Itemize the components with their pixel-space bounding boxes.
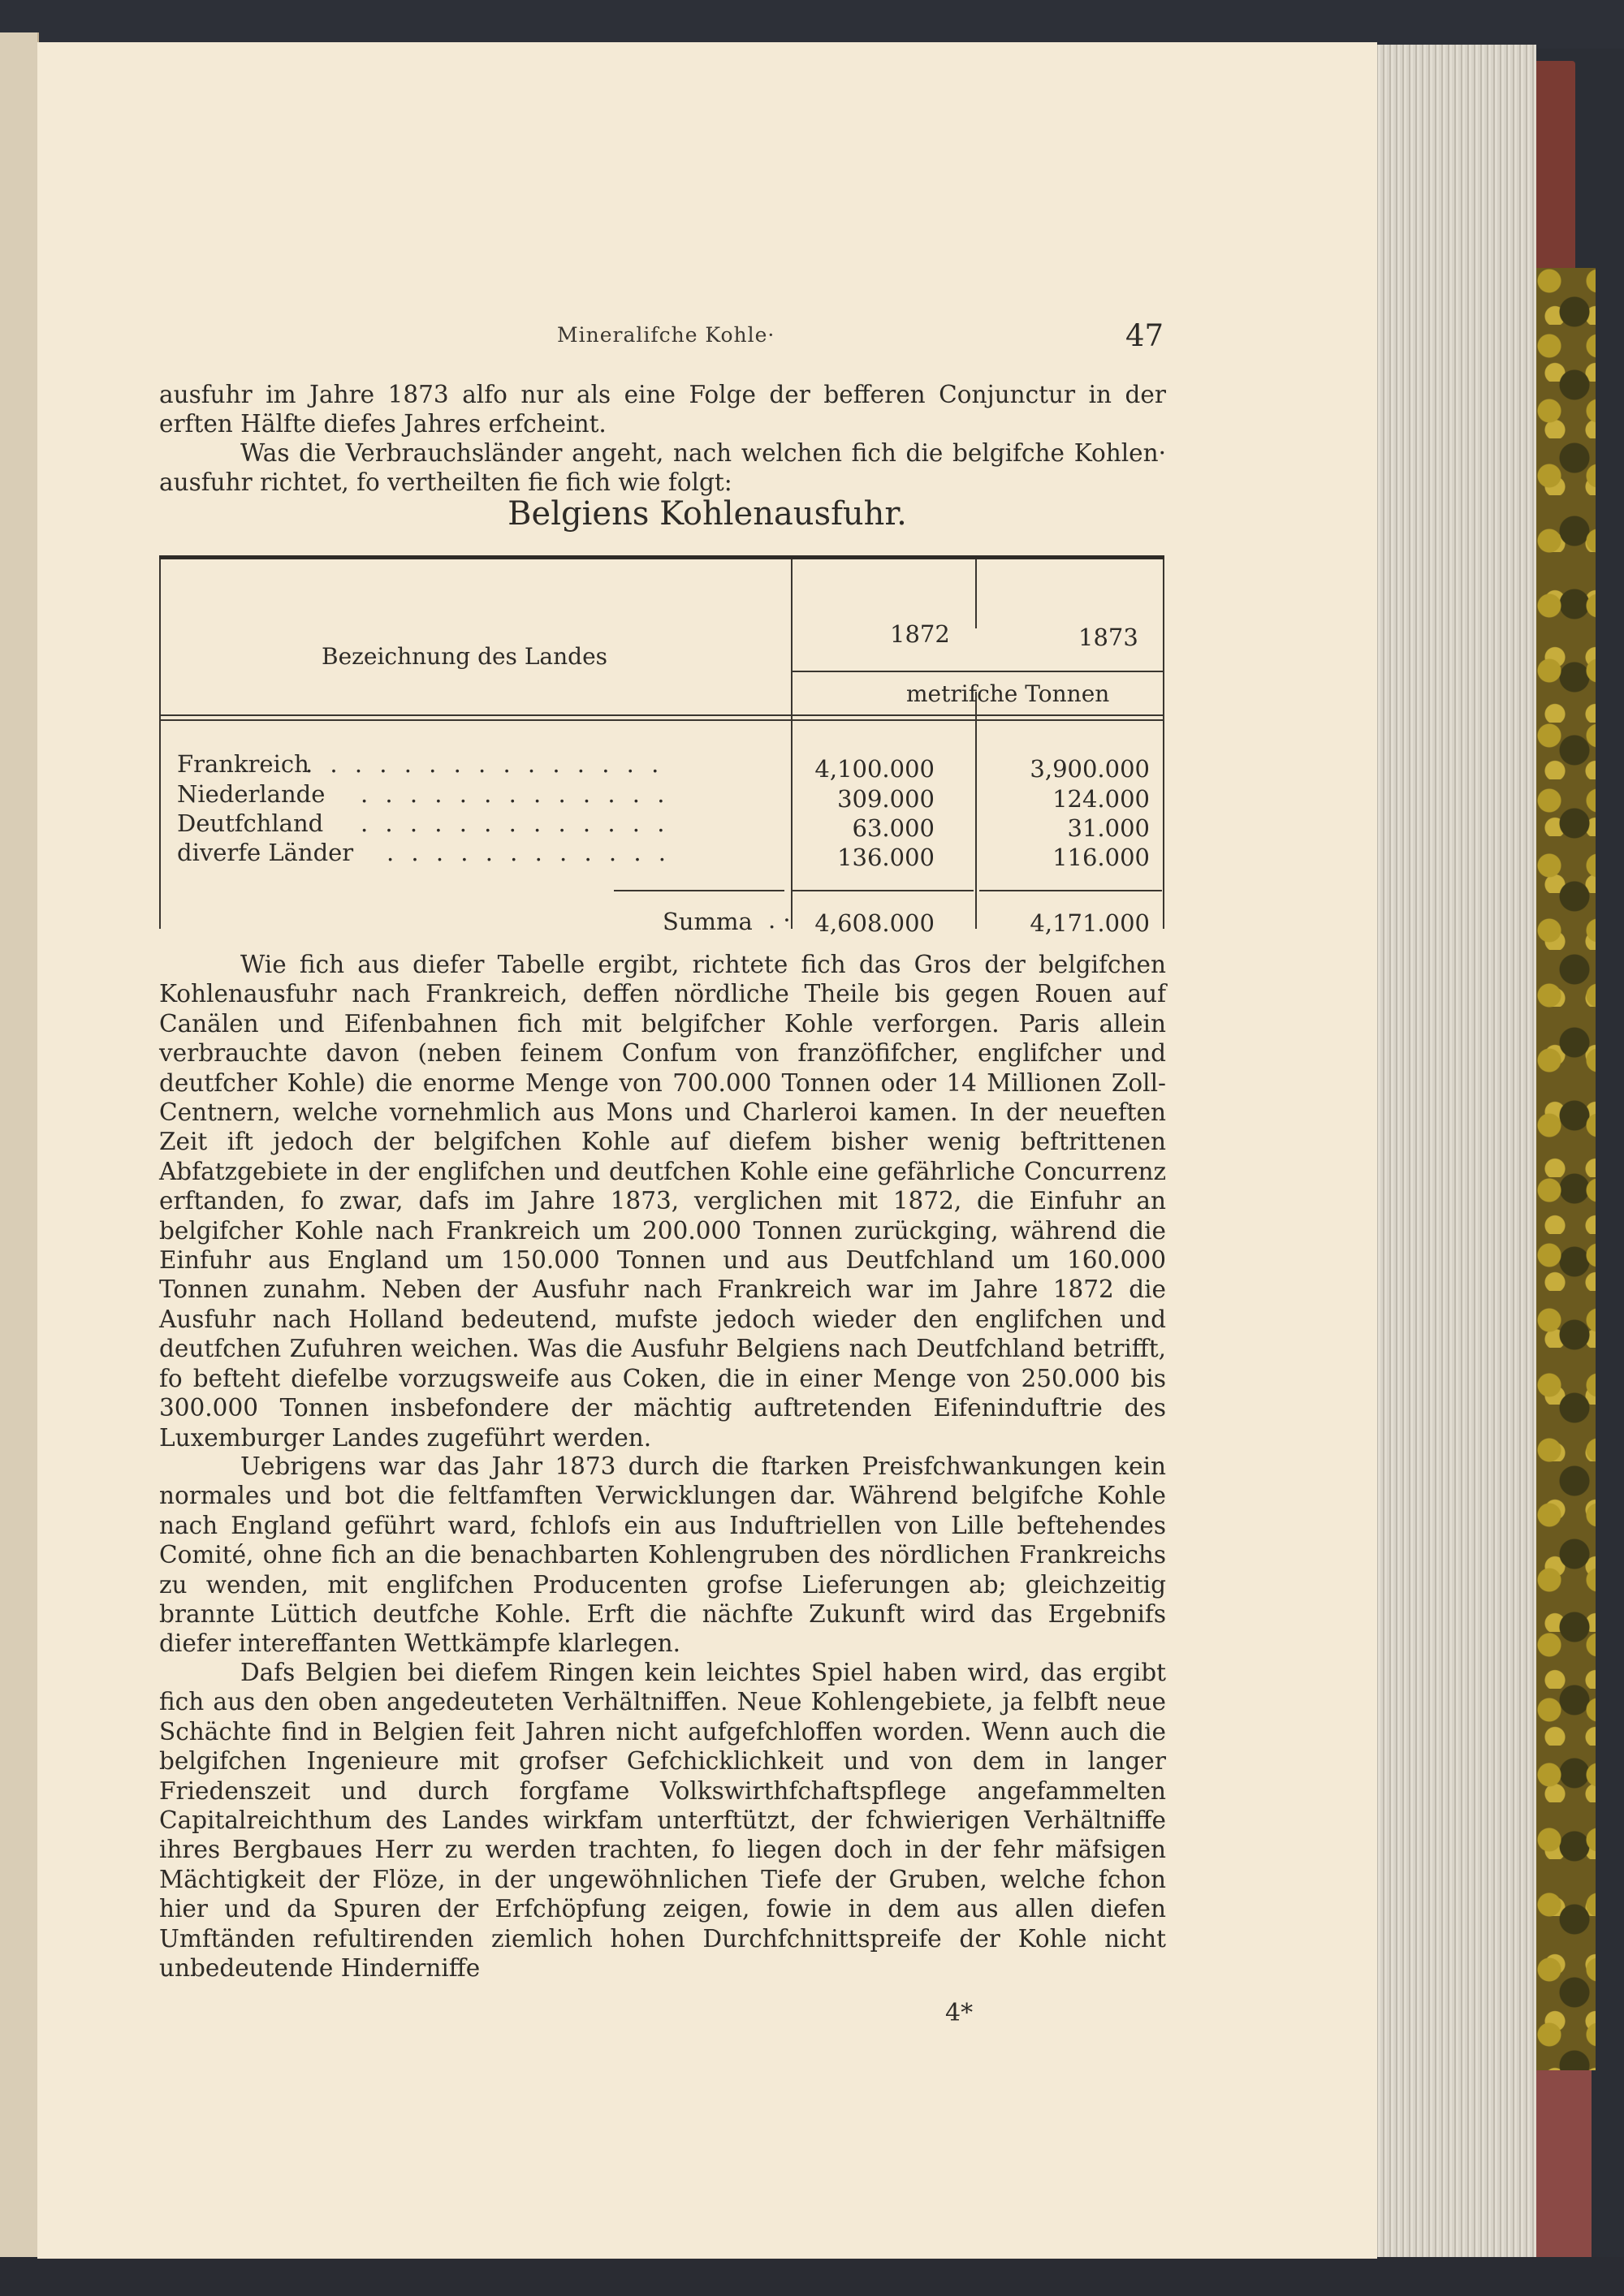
header-year-1872: 1872	[890, 620, 950, 648]
row-leader-dots: . . . . . . . . . . . . . . .	[305, 750, 664, 778]
book-page	[37, 42, 1377, 2259]
summa-label: Summa	[663, 908, 753, 935]
row-label: Niederlande	[177, 780, 326, 808]
row-label: Frankreich	[177, 750, 309, 778]
paragraph-4: Uebrigens war das Jahr 1873 durch die ftarken Preisfchwankungen kein normales und bot die feltfamften Verwicklungen dar. Während belgifche Kohle nach England geführt ward, fchlofs ein aus Induftriellen von Lille beftehendes Comité, ohne fich an die benachbarten Kohlengruben des nördlichen Frankreichs zu wenden, mit englifchen Producenten grofse Lieferungen ab; gleichzeitig brannte Lüttich deutfche Kohle. Erft die nächfte Zukunft wird das Ergebnifs diefer intereffanten Wettkämpfe klarlegen.	[159, 1452, 1166, 1658]
row-value-1872: 136.000	[837, 844, 935, 871]
row-value-1873: 116.000	[1052, 844, 1150, 871]
table-title: Belgiens Kohlenausfuhr.	[508, 495, 907, 533]
paragraph-1: ausfuhr im Jahre 1873 alfo nur als eine Folge der befferen Conjunctur in der erften Hälfte diefes Jahres erfcheint.	[159, 381, 1166, 438]
row-value-1872: 63.000	[852, 814, 935, 842]
table-divider-col1	[791, 559, 793, 929]
page-number: 47	[1125, 318, 1164, 353]
summa-1873: 4,171.000	[1030, 909, 1150, 937]
row-value-1872: 309.000	[837, 785, 935, 813]
page-header	[37, 318, 1377, 359]
summa-1872: 4,608.000	[814, 909, 935, 937]
header-double-rule-2	[159, 719, 1164, 721]
left-facing-page-edge	[0, 32, 39, 2265]
table-top-rule	[159, 555, 1164, 559]
table-left-border	[159, 559, 161, 929]
sum-rule-1873	[979, 890, 1162, 891]
row-value-1873: 31.000	[1067, 814, 1150, 842]
scanner-background-top	[0, 0, 1624, 49]
row-label: Deutfchland	[177, 809, 324, 837]
signature-mark: 4*	[945, 1999, 974, 2027]
page-stack-edge	[1372, 45, 1536, 2261]
paragraph-3: Wie fich aus diefer Tabelle ergibt, richtete fich das Gros der belgifchen Kohlenausfuhr nach Frankreich, deffen nördliche Theile bis gegen Rouen auf Canälen und Eifenbahnen fich mit belgifcher Kohle verforgen. Paris allein verbrauchte davon (neben feinem Confum von franzöfifcher, englifcher und deutfcher Kohle) die enorme Menge von 700.000 Tonnen oder 14 Millionen Zoll-Centnern, welche vornehmlich aus Mons und Charleroi kamen. In der neueften Zeit ift jedoch der belgifchen Kohle auf diefem bisher wenig beftrittenen Abfatzgebiete in der englifchen und deutfchen Kohle eine gefährliche Concurrenz erftanden, fo zwar, dafs im Jahre 1873, verglichen mit 1872, die Einfuhr an belgifcher Kohle nach Frankreich um 200.000 Tonnen zurückging, während die Einfuhr aus England um 150.000 Tonnen und aus Deutfchland um 160.000 Tonnen zunahm. Neben der Ausfuhr nach Frankreich war im Jahre 1872 die Ausfuhr nach Holland bedeutend, mufste jedoch wieder den englifchen und deutfchen Zufuhren weichen. Was die Ausfuhr Belgiens nach Deutfchland betrifft, fo befteht diefelbe vorzugsweife aus Coken, die in einer Menge von 250.000 bis 300.000 Tonnen insbefondere der mächtig auftretenden Eifeninduftrie des Luxemburger Landes zugeführt werden.	[159, 951, 1166, 1452]
marbled-cover-edge	[1535, 268, 1596, 2070]
header-unit-rule	[791, 671, 1164, 672]
cover-corner	[1535, 2070, 1592, 2265]
sum-rule-1872	[791, 890, 974, 891]
header-double-rule-1	[159, 714, 1164, 716]
table-divider-col2-body	[975, 692, 977, 929]
summa-dots: . ·	[768, 906, 791, 934]
row-leader-dots: . . . . . . . . . . . . .	[361, 809, 670, 837]
export-table	[159, 555, 1164, 969]
running-title: Mineralifche Kohle·	[557, 323, 775, 347]
header-unit: metrifche Tonnen	[906, 680, 1110, 707]
header-country: Bezeichnung des Landes	[322, 643, 608, 670]
row-label: diverfe Länder	[177, 839, 354, 866]
sum-rule-label	[614, 890, 784, 891]
table-divider-col2-head	[975, 559, 977, 628]
scanner-background-bottom	[0, 2257, 1624, 2296]
row-leader-dots: . . . . . . . . . . . .	[387, 839, 672, 866]
row-leader-dots: . . . . . . . . . . . . .	[361, 780, 670, 808]
header-year-1873: 1873	[1078, 624, 1138, 651]
paragraph-5: Dafs Belgien bei diefem Ringen kein leichtes Spiel haben wird, das ergibt fich aus den oben angedeuteten Verhältniffen. Neue Kohlengebiete, ja felbft neue Schächte find in Belgien feit Jahren nicht aufgefchloffen worden. Wenn auch die belgifchen Ingenieure mit grofser Gefchicklichkeit und von dem in langer Friedenszeit und durch forgfame Volkswirthfchaftspflege angefammelten Capitalreichthum des Landes wirkfam unterftützt, der fchwierigen Verhältniffe ihres Bergbaues Herr zu werden trachten, fo liegen doch in der fehr mäfsigen Mächtigkeit der Flöze, in der ungewöhnlichen Tiefe der Gruben, welche fchon hier und da Spuren der Erfchöpfung zeigen, fowie in dem aus allen diefen Umftänden refultirenden ziemlich hohen Durchfchnittspreife der Kohle nicht unbedeutende Hinderniffe	[159, 1659, 1166, 1983]
row-value-1873: 3,900.000	[1030, 755, 1150, 783]
table-right-border	[1163, 559, 1164, 929]
row-value-1872: 4,100.000	[814, 755, 935, 783]
paragraph-2: Was die Verbrauchsländer angeht, nach welchen fich die belgifche Kohlen· ausfuhr richtet, fo vertheilten fie fich wie folgt:	[159, 439, 1166, 497]
row-value-1873: 124.000	[1052, 785, 1150, 813]
